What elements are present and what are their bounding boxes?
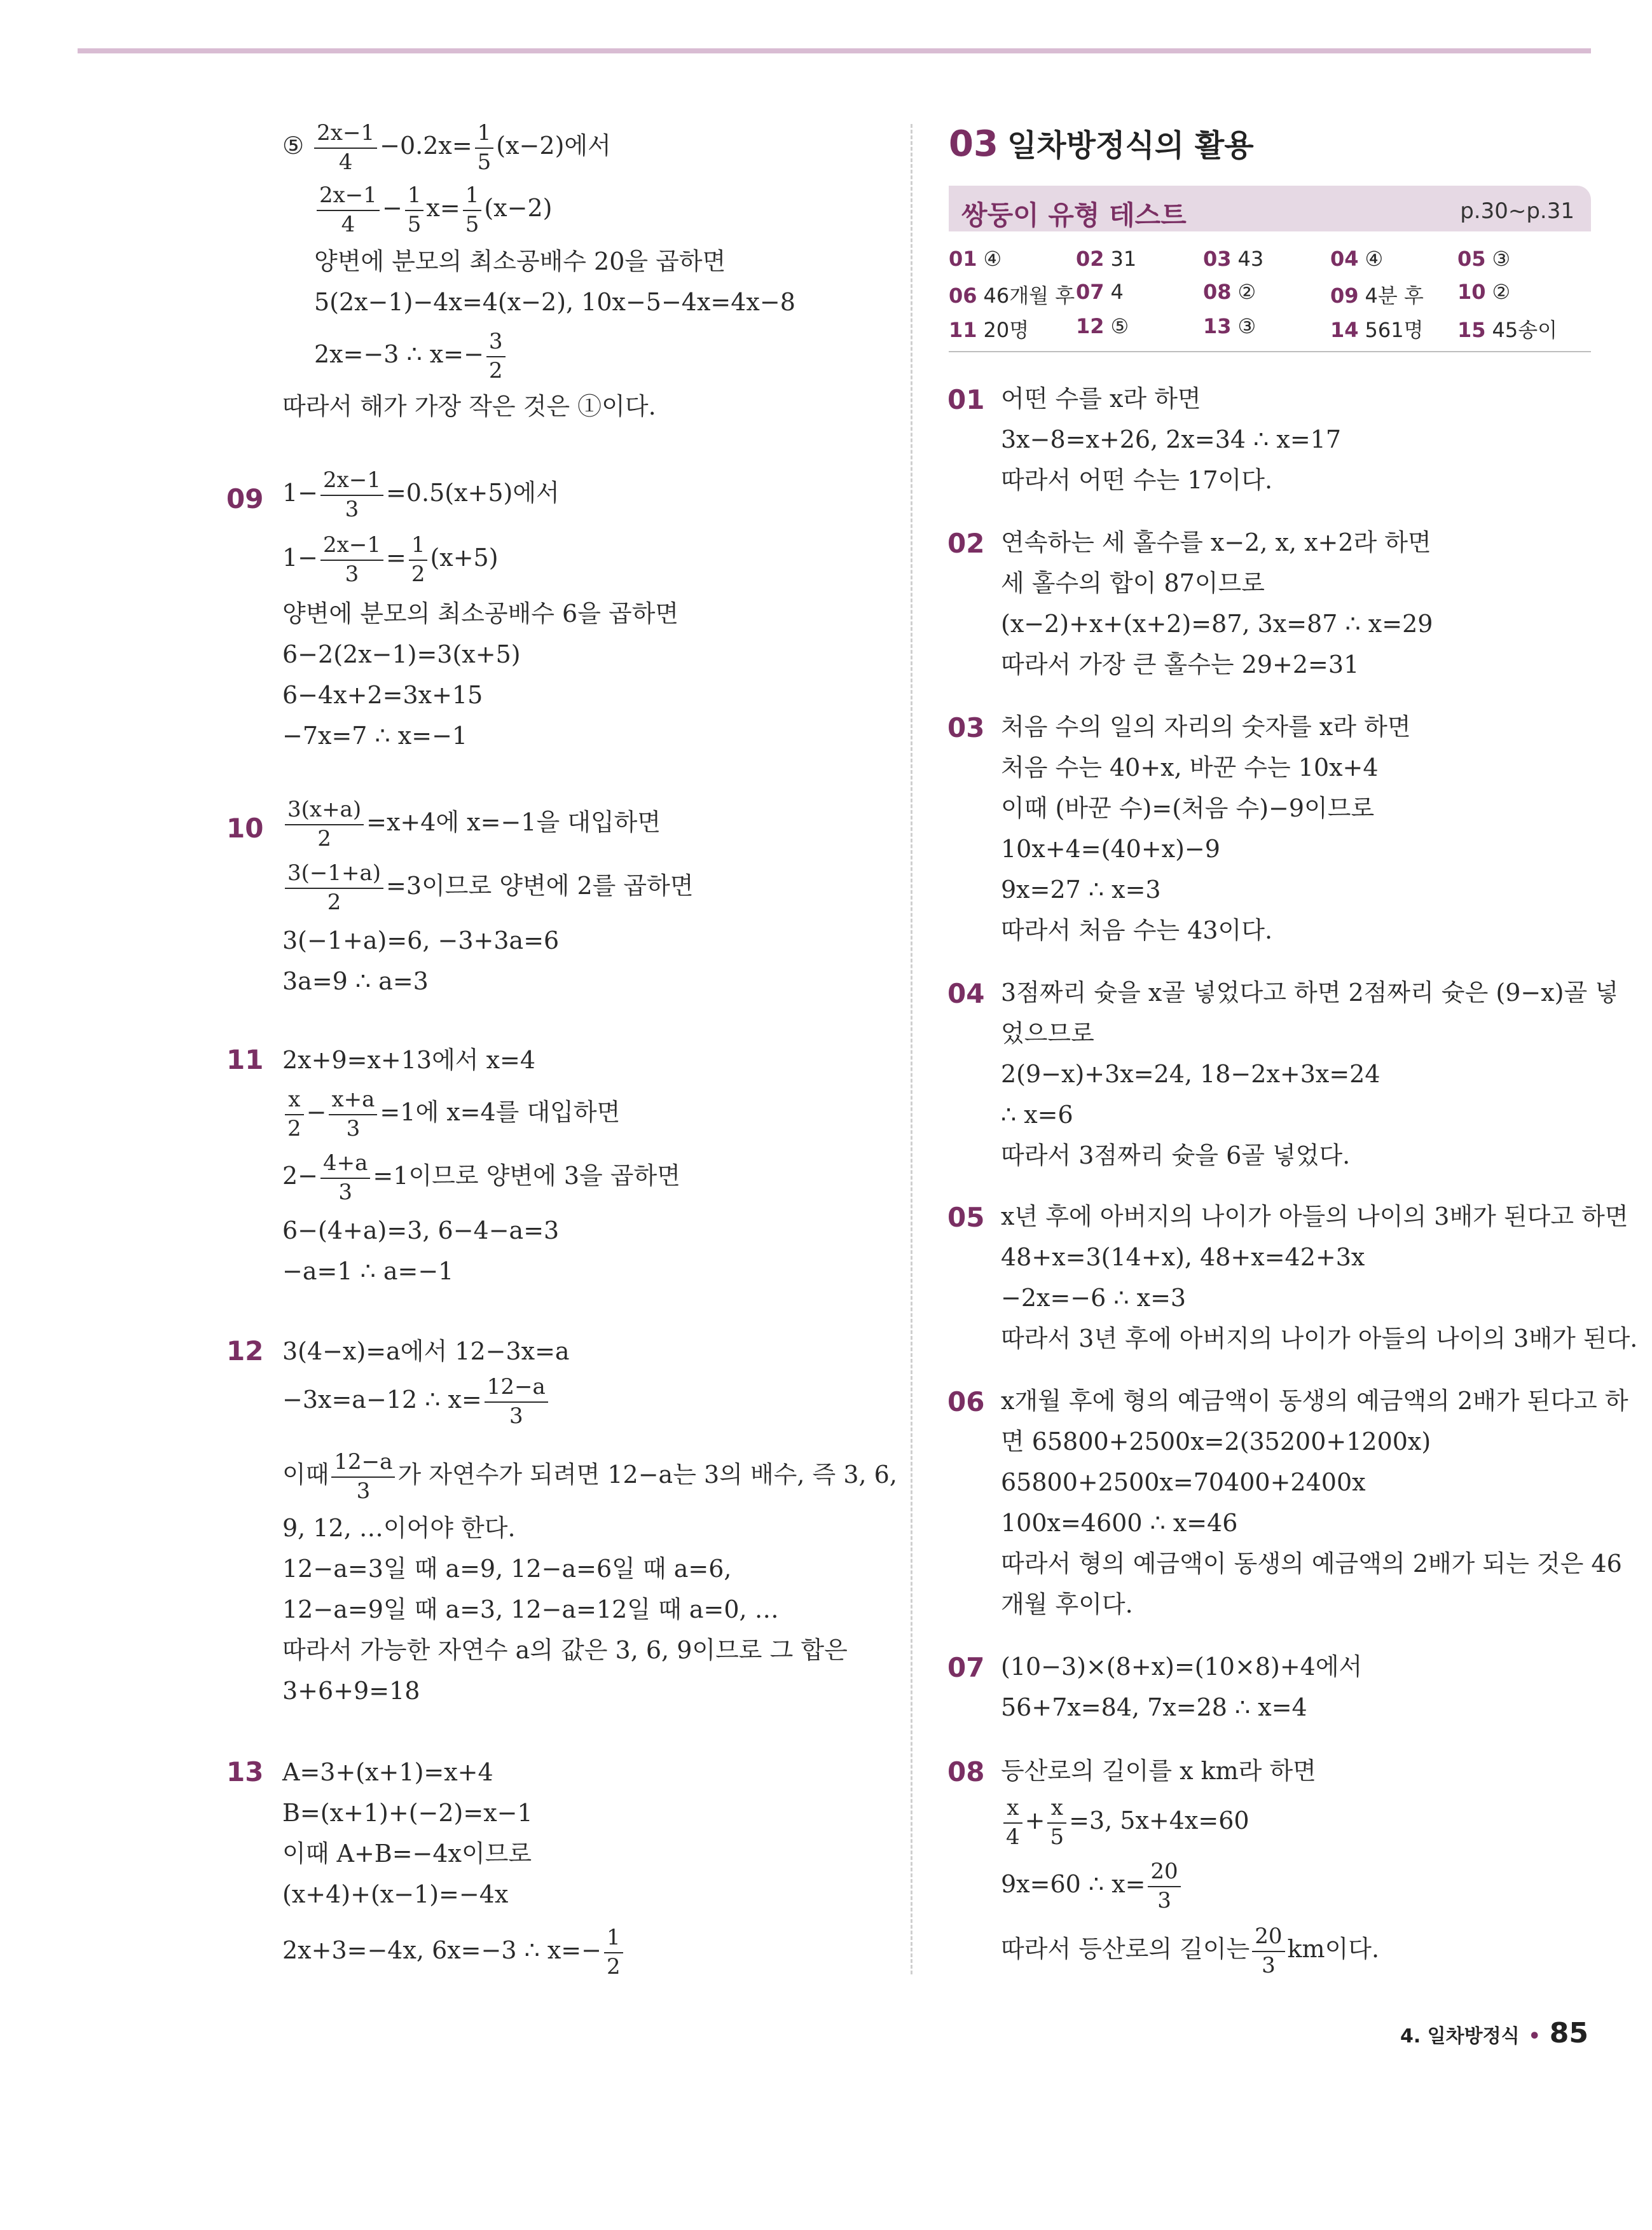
answer-item-01 [949,247,1002,271]
r03-line5: 9x=27 ∴ x=3 [1001,876,1161,904]
r04-line2: 었으므로 [1001,1019,1094,1047]
problem-number-03: 03 [947,712,985,743]
p08-line4: 5(2x−1)−4x=4(x−2), 10x−5−4x=4x−8 [314,288,795,316]
answer-value: ④ [983,247,1002,271]
answer-value: ③ [1492,247,1511,271]
p08-line3: 양변에 분모의 최소공배수 20을 곱하면 [314,247,726,275]
answer-number: 04 [1330,247,1359,271]
answer-value: 20명 [983,318,1029,342]
answer-value: 43 [1237,247,1264,271]
r02-line2: 세 홀수의 합이 87이므로 [1001,569,1265,597]
p08-line2: $\frac{2x-1}{4}$ − $\frac{1}{5}$ x= $\frac{1}{5}$ (x−2) [314,184,552,236]
answer-item-11 [949,314,1029,343]
answer-item-12 [1076,314,1129,338]
column-divider [911,124,912,1974]
p12-line8: 3+6+9=18 [282,1677,420,1705]
answer-number: 10 [1457,280,1486,304]
answer-item-14 [1330,314,1424,343]
r05-line2: 48+x=3(14+x), 48+x=42+3x [1001,1243,1365,1271]
problem-number-12: 12 [226,1335,264,1366]
answer-number: 08 [1203,280,1232,304]
answer-value: ④ [1365,247,1384,271]
answer-item-15 [1457,314,1557,343]
r07-line2: 56+7x=84, 7x=28 ∴ x=4 [1001,1693,1307,1721]
r08-line2: $\frac{x}{4}$ + $\frac{x}{5}$ =3, 5x+4x=60 [1001,1797,1249,1848]
p08-line5: 2x=−3 ∴ x=− $\frac{3}{2}$ [314,331,508,382]
p13-line2: B=(x+1)+(−2)=x−1 [282,1799,533,1827]
answer-number: 06 [949,284,977,308]
answer-number: 09 [1330,284,1359,308]
answer-value: 46개월 후 [983,284,1075,308]
r08-line1: 등산로의 길이를 x km라 하면 [1001,1757,1316,1785]
p13-line1: A=3+(x+1)=x+4 [282,1758,493,1786]
r02-line1: 연속하는 세 홀수를 x−2, x, x+2라 하면 [1001,528,1431,556]
answer-number: 05 [1457,247,1486,271]
answer-value: 45송이 [1492,318,1558,342]
r01-line1: 어떤 수를 x라 하면 [1001,385,1201,413]
p12-line5: 12−a=3일 때 a=9, 12−a=6일 때 a=6, [282,1555,732,1583]
r06-line4: 100x=4600 ∴ x=46 [1001,1509,1238,1537]
answer-item-13 [1203,314,1256,338]
answer-value: 31 [1110,247,1137,271]
p08-line1: ⑤ $\frac{2x-1}{4}$ −0.2x= $\frac{1}{5}$ (x−2)에서 [282,120,611,175]
p13-line4: (x+4)+(x−1)=−4x [282,1880,509,1908]
r01-line2: 3x−8=x+26, 2x=34 ∴ x=17 [1001,425,1342,453]
problem-number-02: 02 [947,528,985,559]
p12-line4: 9, 12, …이어야 한다. [282,1514,516,1542]
section-title: 03 일차방정식의 활용 [949,123,1254,165]
p10-line1: $\frac{3(x+a)}{2}$ =x+4에 x=−1을 대입하면 [282,799,661,850]
footer-dot: • [1528,2025,1541,2048]
p09-line5: 6−4x+2=3x+15 [282,681,483,709]
problem-number-11: 11 [226,1044,264,1075]
answer-item-04 [1330,247,1383,271]
r05-line3: −2x=−6 ∴ x=3 [1001,1284,1187,1312]
p12-line1: 3(4−x)=a에서 12−3x=a [282,1337,570,1365]
p13-line3: 이때 A+B=−4x이므로 [282,1840,532,1868]
r01-line3: 따라서 어떤 수는 17이다. [1001,466,1273,494]
p08-line6: 따라서 해가 가장 작은 것은 ①이다. [282,392,656,420]
p12-line3: 이때 $\frac{12-a}{3}$ 가 자연수가 되려면 12−a는 3의 배수, 즉 3, 6, [282,1449,897,1504]
answer-item-06 [949,280,1075,309]
answer-value: 4 [1110,280,1124,304]
r04-line3: 2(9−x)+3x=24, 18−2x+3x=24 [1001,1060,1380,1088]
answer-value: 4분 후 [1365,284,1424,308]
answer-value: 561명 [1365,318,1424,342]
r03-line1: 처음 수의 일의 자리의 숫자를 x라 하면 [1001,713,1411,741]
answer-value: ③ [1237,314,1256,338]
answer-number: 01 [949,247,977,271]
top-rule [78,48,1591,53]
p09-line4: 6−2(2x−1)=3(x+5) [282,640,521,668]
answer-item-07 [1076,280,1124,304]
r06-line2: 면 65800+2500x=2(35200+1200x) [1001,1428,1431,1456]
p11-line3: 2− $\frac{4+a}{3}$ =1이므로 양변에 3을 곱하면 [282,1150,680,1205]
p10-line3: 3(−1+a)=6, −3+3a=6 [282,926,560,954]
p11-line5: −a=1 ∴ a=−1 [282,1257,454,1285]
problem-number-10: 10 [226,813,264,844]
problem-number-07: 07 [947,1652,985,1683]
problem-number-13: 13 [226,1756,264,1787]
r04-line1: 3점짜리 슛을 x골 넣었다고 하면 2점짜리 슛은 (9−x)골 넣 [1001,979,1618,1007]
answer-item-09 [1330,280,1424,309]
r07-line1: (10−3)×(8+x)=(10×8)+4에서 [1001,1653,1363,1681]
problem-number-01: 01 [947,384,985,415]
test-header-bar [949,186,1591,231]
answer-number: 11 [949,318,977,342]
r08-line4: 따라서 등산로의 길이는 $\frac{20}{3}$ km이다. [1001,1924,1380,1978]
answer-item-05 [1457,247,1510,271]
problem-number-08: 08 [947,1756,985,1787]
problem-number-09: 09 [226,483,264,514]
test-title: 쌍둥이 유형 테스트 [961,200,1187,231]
chapter-label: 4. 일차방정식 [1400,2025,1520,2048]
p12-line7: 따라서 가능한 자연수 a의 값은 3, 6, 9이므로 그 합은 [282,1636,848,1664]
p10-line2: $\frac{3(-1+a)}{2}$ =3이므로 양변에 2를 곱하면 [282,862,694,914]
r02-line3: (x−2)+x+(x+2)=87, 3x=87 ∴ x=29 [1001,610,1433,638]
r08-line3: 9x=60 ∴ x= $\frac{20}{3}$ [1001,1861,1183,1912]
answer-number: 12 [1076,314,1105,338]
p12-line6: 12−a=9일 때 a=3, 12−a=12일 때 a=0, … [282,1595,779,1623]
answer-number: 03 [1203,247,1232,271]
answer-number: 13 [1203,314,1232,338]
p11-line2: $\frac{x}{2}$ − $\frac{x+a}{3}$ =1에 x=4를 대입하면 [282,1089,620,1140]
p09-line3: 양변에 분모의 최소공배수 6을 곱하면 [282,600,679,628]
r06-line3: 65800+2500x=70400+2400x [1001,1468,1366,1496]
p13-line5: 2x+3=−4x, 6x=−3 ∴ x=− $\frac{1}{2}$ [282,1927,626,1978]
answer-number: 02 [1076,247,1105,271]
r03-line6: 따라서 처음 수는 43이다. [1001,916,1273,944]
p09-line1: 1− $\frac{2x-1}{3}$ =0.5(x+5)에서 [282,467,560,522]
answer-item-03 [1203,247,1263,271]
problem-number-05: 05 [947,1202,985,1233]
answer-number: 14 [1330,318,1359,342]
r03-line2: 처음 수는 40+x, 바꾼 수는 10x+4 [1001,754,1379,781]
answer-value: ② [1492,280,1511,304]
r02-line4: 따라서 가장 큰 홀수는 29+2=31 [1001,650,1359,678]
r03-line3: 이때 (바꾼 수)=(처음 수)−9이므로 [1001,794,1375,822]
problem-number-06: 06 [947,1386,985,1417]
r04-line5: 따라서 3점짜리 슛을 6골 넣었다. [1001,1141,1351,1169]
r06-line5: 따라서 형의 예금액이 동생의 예금액의 2배가 되는 것은 46 [1001,1550,1622,1578]
problem-number-04: 04 [947,978,985,1009]
answer-value: ⑤ [1110,314,1129,338]
answer-item-02 [1076,247,1136,271]
answer-number: 07 [1076,280,1105,304]
r06-line1: x개월 후에 형의 예금액이 동생의 예금액의 2배가 된다고 하 [1001,1387,1628,1415]
answer-item-08 [1203,280,1256,304]
answer-grid-rule [949,351,1591,352]
p09-line6: −7x=7 ∴ x=−1 [282,722,468,750]
test-pages: p.30~p.31 [1460,198,1574,224]
page-number: 85 [1549,2017,1588,2049]
p11-line1: 2x+9=x+13에서 x=4 [282,1046,536,1074]
r05-line4: 따라서 3년 후에 아버지의 나이가 아들의 나이의 3배가 된다. [1001,1325,1638,1352]
r04-line4: ∴ x=6 [1001,1101,1073,1129]
p10-line4: 3a=9 ∴ a=3 [282,967,429,995]
answer-value: ② [1237,280,1256,304]
r06-line6: 개월 후이다. [1001,1590,1133,1618]
r03-line4: 10x+4=(40+x)−9 [1001,835,1220,863]
p12-line2: −3x=a−12 ∴ x= $\frac{12-a}{3}$ [282,1376,551,1428]
p11-line4: 6−(4+a)=3, 6−4−a=3 [282,1216,560,1244]
answer-item-10 [1457,280,1510,304]
p09-line2: 1− $\frac{2x-1}{3}$ = $\frac{1}{2}$ (x+5) [282,532,499,587]
answer-number: 15 [1457,318,1486,342]
r05-line1: x년 후에 아버지의 나이가 아들의 나이의 3배가 된다고 하면 [1001,1202,1628,1230]
page-footer [1400,2017,1588,2049]
